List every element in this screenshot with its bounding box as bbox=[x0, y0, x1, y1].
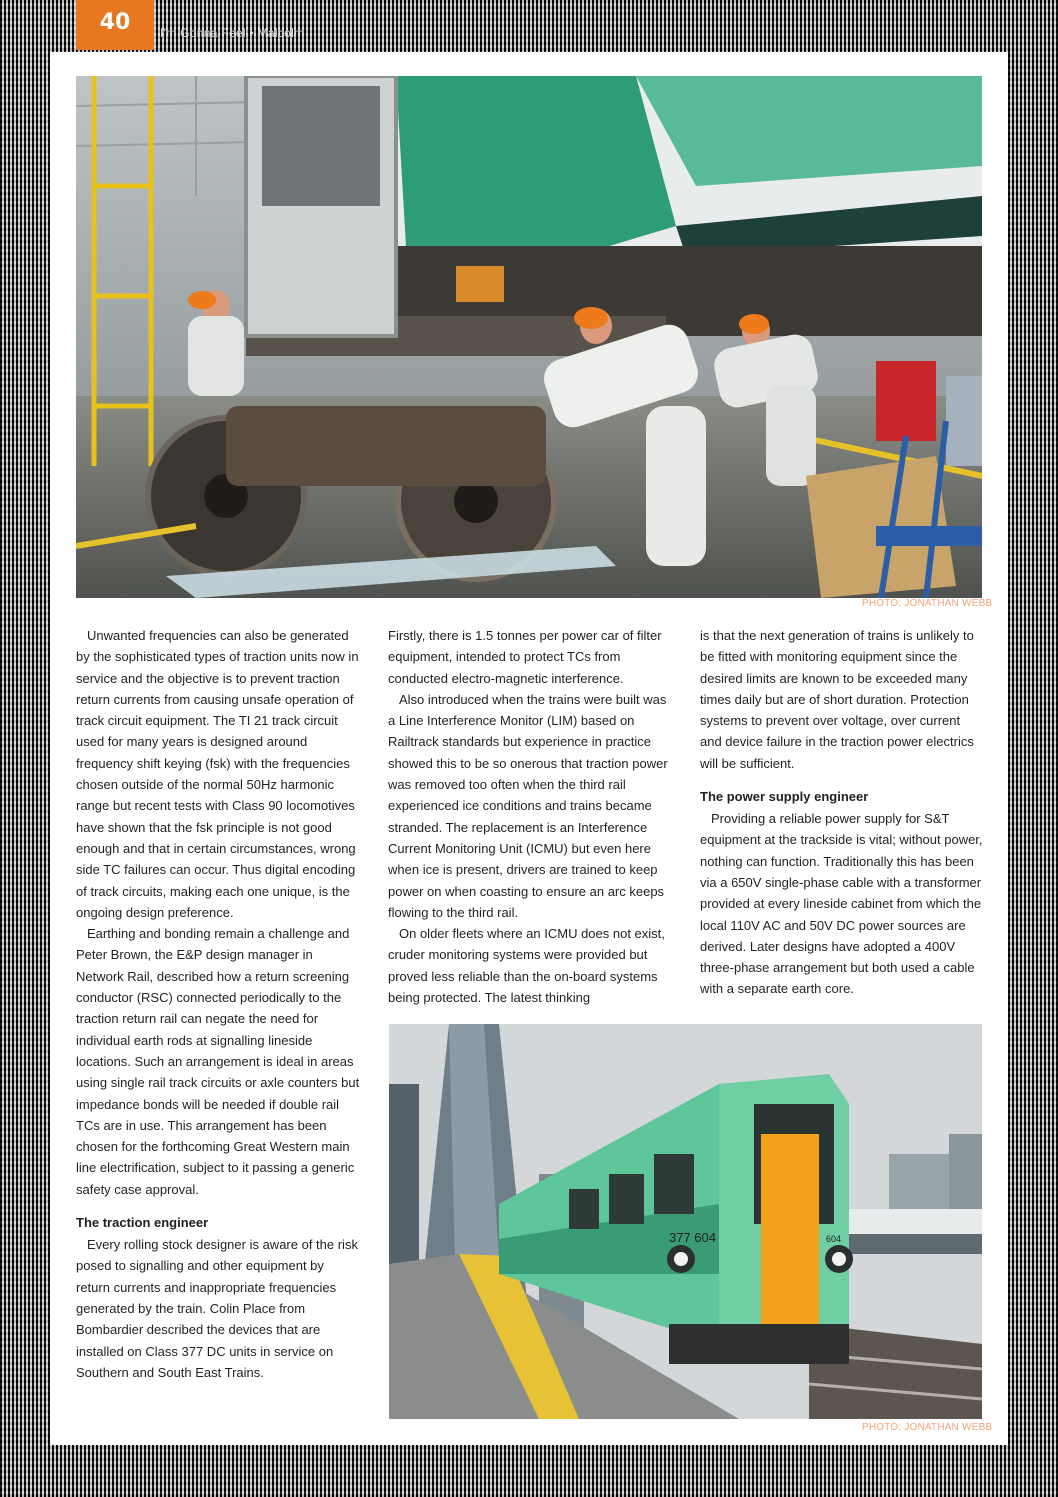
article-column-3 bbox=[700, 625, 984, 1000]
paragraph: Unwanted frequencies can also be generated by the sophisticated types of traction units now in service and the objective is to prevent traction return currents from causing unsafe operation of track circuit equipment. The TI 21 track circuit used for many years is designed around frequency shift keying (fsk) with the frequencies chosen outside of the normal 50Hz harmonic range but recent tests with Class 90 locomotives have shown that the fsk principle is not good enough and that in certain circumstances, wrong side TC failures can occur. Thus digital encoding of track circuits, making each one unique, is the ongoing design preference. bbox=[76, 628, 359, 920]
photo-credit-bottom: PHOTO: JONATHAN WEBB bbox=[862, 1422, 993, 1433]
photo-class-377-train bbox=[389, 1024, 982, 1419]
paragraph: Earthing and bonding remain a challenge and Peter Brown, the E&P design manager in Network Rail, described how a return screening conductor (RSC) connected periodically to the traction return rail can negate the need for individual earth rods at signalling lineside locations. Such an arrangement is ideal in areas using single rail track circuits or axle counters but impedance bonds will be needed if double rail TCs are in use. This arrangement has been chosen for the forthcoming Great Western main line electrification, subject to it passing a generic safety case approval. bbox=[76, 926, 360, 1197]
paragraph: Firstly, there is 1.5 tonnes per power car of filter equipment, intended to protect TCs from conducted electro-magnetic interference. bbox=[388, 628, 662, 686]
photo-bogie-maintenance bbox=[76, 76, 982, 598]
section-heading: The traction engineer bbox=[76, 1215, 209, 1231]
running-head: I'm Gonna Feel • Malcolm bbox=[160, 26, 305, 40]
paragraph: is that the next generation of trains is unlikely to be fitted with monitoring equipment since the desired limits are known to be exceeded many times daily but are of short duration. Protection systems to prevent over voltage, over current and device failure in the traction power electrics will be sufficient. bbox=[700, 628, 974, 771]
paragraph: On older fleets where an ICMU does not exist, cruder monitoring systems were provided but proved less reliable than the on-board systems being protected. The latest thinking bbox=[388, 926, 665, 1006]
section-heading: The power supply engineer bbox=[700, 789, 869, 805]
paragraph: Providing a reliable power supply for S&T equipment at the trackside is vital; without power, nothing can function. Traditionally this has been via a 650V single-phase cable with a transformer provided at every lineside cabinet from which the local 110V AC and 50V DC power sources are derived. Later designs have adopted a 400V three-phase arrangement but both used a cable with a separate earth core. bbox=[700, 811, 983, 997]
bogie-maintenance-illustration bbox=[76, 76, 982, 598]
paragraph: Also introduced when the trains were built was a Line Interference Monitor (LIM) based on Railtrack standards but experience in practice showed this to be so onerous that traction power was removed too often when the third rail experienced ice conditions and trains became stranded. The replacement is an Interference Current Monitoring Unit (ICMU) but even here when ice is present, drivers are trained to keep power on when coasting to ensure an arc keeps flowing to the third rail. bbox=[388, 691, 668, 920]
article-column-1 bbox=[76, 625, 360, 1383]
unit-number-side: 604 bbox=[826, 1234, 842, 1244]
class-377-illustration bbox=[389, 1024, 982, 1419]
photo-credit-top: PHOTO: JONATHAN WEBB bbox=[862, 598, 993, 609]
article-column-2 bbox=[388, 625, 672, 1008]
unit-number: 377 604 bbox=[669, 1230, 716, 1245]
page-number: 40 bbox=[99, 10, 131, 35]
paragraph: Every rolling stock designer is aware of the risk posed to signalling and other equipment by return currents and inappropriate frequencies generated by the train. Colin Place from Bombardier described the devices that are installed on Class 377 DC units in service on Southern and South East Trains. bbox=[76, 1237, 358, 1380]
